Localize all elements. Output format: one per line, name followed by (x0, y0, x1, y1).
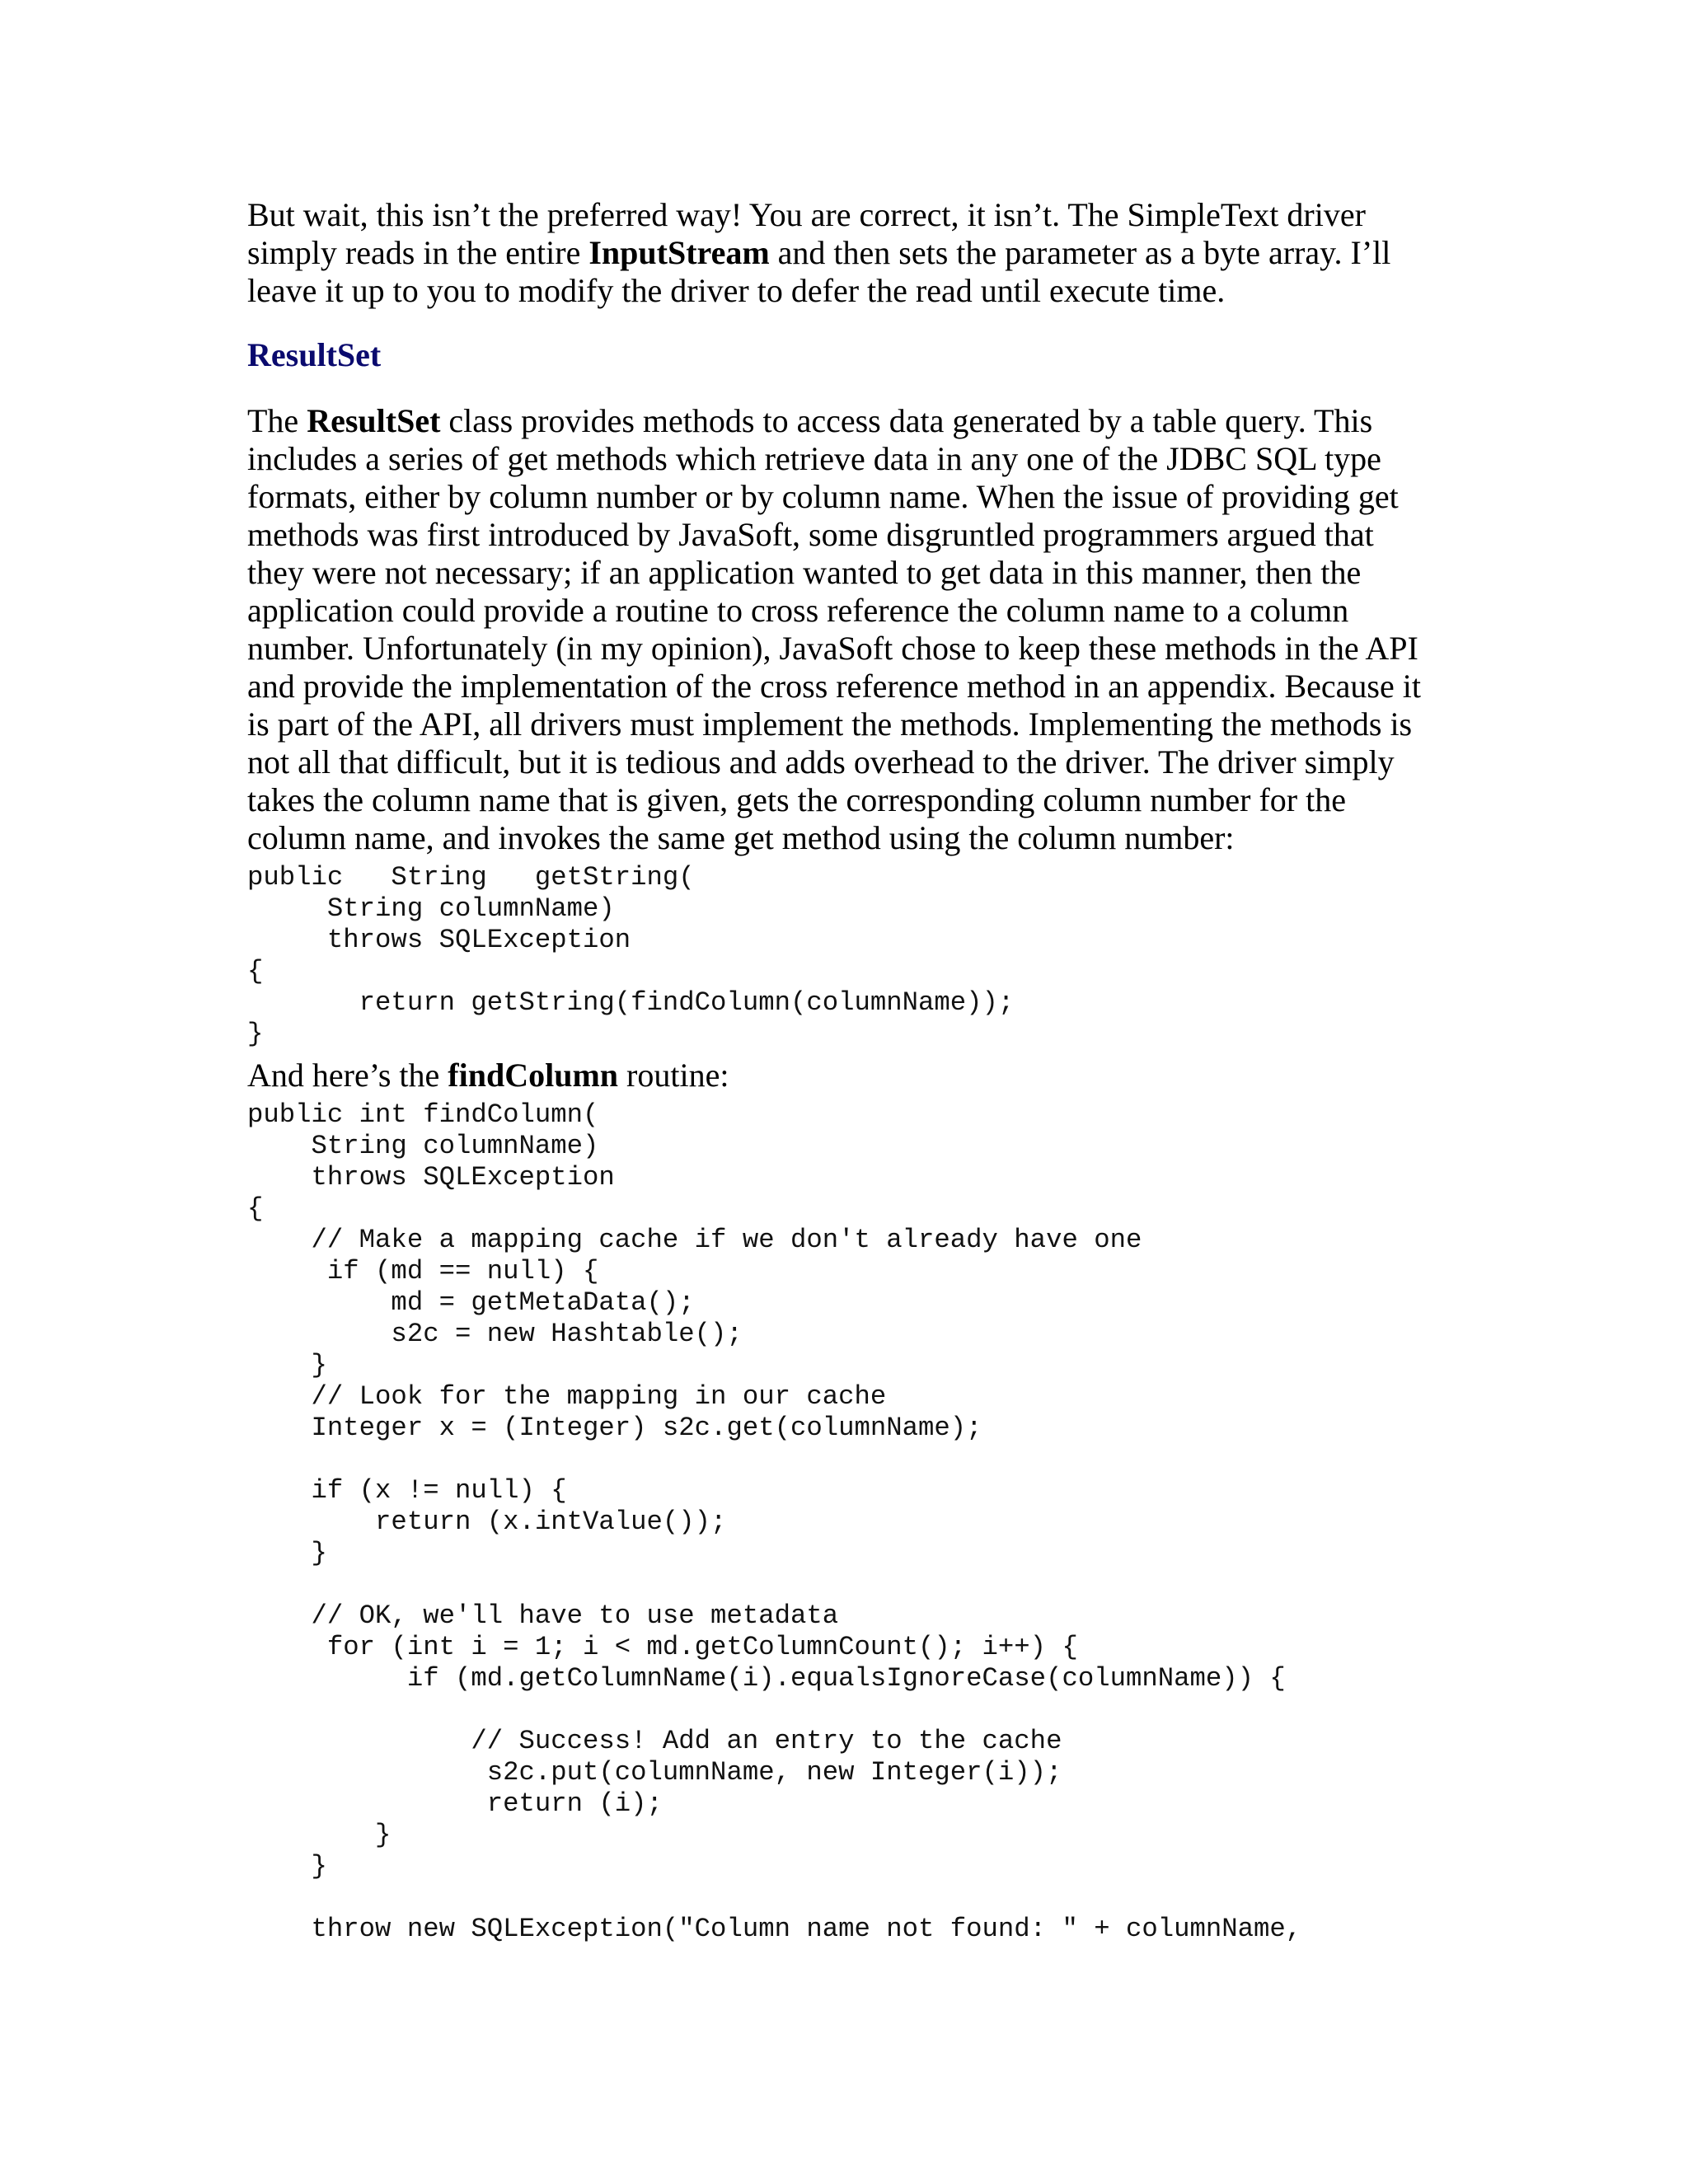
resultset-term: ResultSet (307, 402, 441, 439)
findcolumn-intro-pre: And here’s the (247, 1057, 448, 1094)
findcolumn-term: findColumn (448, 1057, 619, 1094)
getstring-code-block: public String getString( String columnName) throws SQLException { return getString(findColumn(columnName)); } (247, 862, 1015, 1049)
resultset-line: not all that difficult, but it is tedious and adds overhead to the driver. The driver simply (247, 743, 1395, 780)
intro-line-1: But wait, this isn’t the preferred way! You are correct, it isn’t. The SimpleText driver (247, 196, 1366, 233)
intro-line-2 (247, 234, 1451, 272)
resultset-line: formats, either by column number or by column name. When the issue of providing get (247, 478, 1399, 515)
resultset-line: number. Unfortunately (in my opinion), JavaSoft chose to keep these methods in the API (247, 630, 1418, 667)
resultset-line-1-pre: The (247, 402, 307, 439)
inputstream-term: InputStream (588, 234, 770, 271)
intro-paragraph (247, 196, 1451, 310)
findcolumn-code-block: public int findColumn( String columnName) throws SQLException { // Make a mapping cache if we don't already have one if (md == null) { md = getMetaData(); s2c = new Hashtable(); } // Look for the mapping in our cache Integer x = (Integer) s2c.get(columnName); if (x != null) { return (x.intValue()); } // OK, we'll have to use metadata for (int i = 1; i < md.getColumnCount(); i++) { if (md.getColumnName(i).equalsIgnoreCase(columnName)) { // Success! Add an entry to the cache s2c.put(columnName, new Integer(i)); return (i); } } throw new SQLException("Column name not found: " + columnName, (247, 1099, 1302, 1944)
resultset-line: includes a series of get methods which retrieve data in any one of the JDBC SQL type (247, 440, 1381, 477)
resultset-line: column name, and invokes the same get method using the column number: (247, 819, 1235, 856)
resultset-line: takes the column name that is given, gets the corresponding column number for the (247, 781, 1346, 818)
intro-line-2-post: and then sets the parameter as a byte array. I’ll (769, 234, 1391, 271)
intro-line-2-pre: simply reads in the entire (247, 234, 589, 271)
resultset-line: and provide the implementation of the cross reference method in an appendix. Because it (247, 668, 1421, 705)
findcolumn-intro-post: routine: (618, 1057, 729, 1094)
resultset-line-1 (247, 402, 1451, 440)
intro-line-3: leave it up to you to modify the driver to defer the read until execute time. (247, 272, 1226, 309)
resultset-paragraph (247, 402, 1451, 857)
document-page (247, 196, 1451, 1945)
resultset-line: is part of the API, all drivers must implement the methods. Implementing the methods is (247, 705, 1413, 743)
resultset-line: application could provide a routine to cross reference the column name to a column (247, 592, 1349, 629)
section-heading: ResultSet (247, 336, 382, 373)
resultset-line: they were not necessary; if an application wanted to get data in this manner, then the (247, 554, 1362, 591)
resultset-line-1-post: class provides methods to access data generated by a table query. This (440, 402, 1373, 439)
findcolumn-intro (247, 1057, 1451, 1094)
resultset-line: methods was first introduced by JavaSoft, some disgruntled programmers argued that (247, 516, 1374, 553)
